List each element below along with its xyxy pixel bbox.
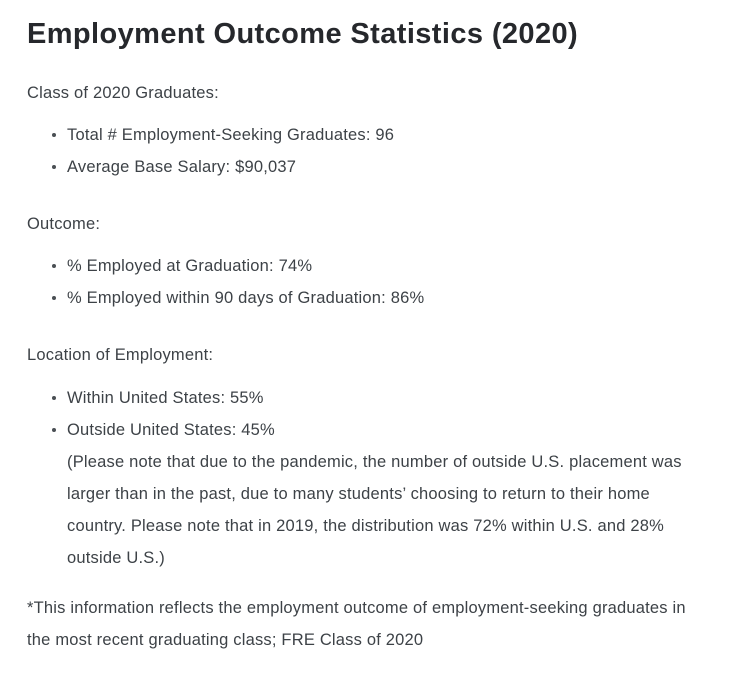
location-bullet-list <box>27 382 711 574</box>
bullet-item-employed-at-graduation: % Employed at Graduation: 74% <box>52 250 711 282</box>
bullet-item-outside-us <box>52 414 711 574</box>
bullet-item-employed-90-days: % Employed within 90 days of Graduation: 86% <box>52 282 711 314</box>
footnote: *This information reflects the employment outcome of employment-seeking graduates in the most recent graduating class; FRE Class of 2020 <box>27 598 686 649</box>
bullet-item-outside-us-text: Outside United States: 45% <box>67 420 275 439</box>
page-title: Employment Outcome Statistics (2020) <box>27 18 579 50</box>
outcome-bullet-list <box>27 250 711 314</box>
graduates-bullet-list <box>27 119 711 183</box>
bullet-item-total-graduates: Total # Employment-Seeking Graduates: 96 <box>52 119 711 151</box>
pandemic-note: (Please note that due to the pandemic, the number of outside U.S. placement was larger than in the past, due to many students’ choosing to return to their home country. Please note that in 2019, the distribution was 72% within U.S. and 28% outside U.S.) <box>67 452 682 567</box>
section-heading-location: Location of Employment: <box>27 346 214 365</box>
bullet-item-average-salary: Average Base Salary: $90,037 <box>52 151 711 183</box>
section-heading-outcome: Outcome: <box>27 215 101 234</box>
bullet-item-within-us: Within United States: 55% <box>52 382 711 414</box>
section-heading-graduates: Class of 2020 Graduates: <box>27 84 219 103</box>
